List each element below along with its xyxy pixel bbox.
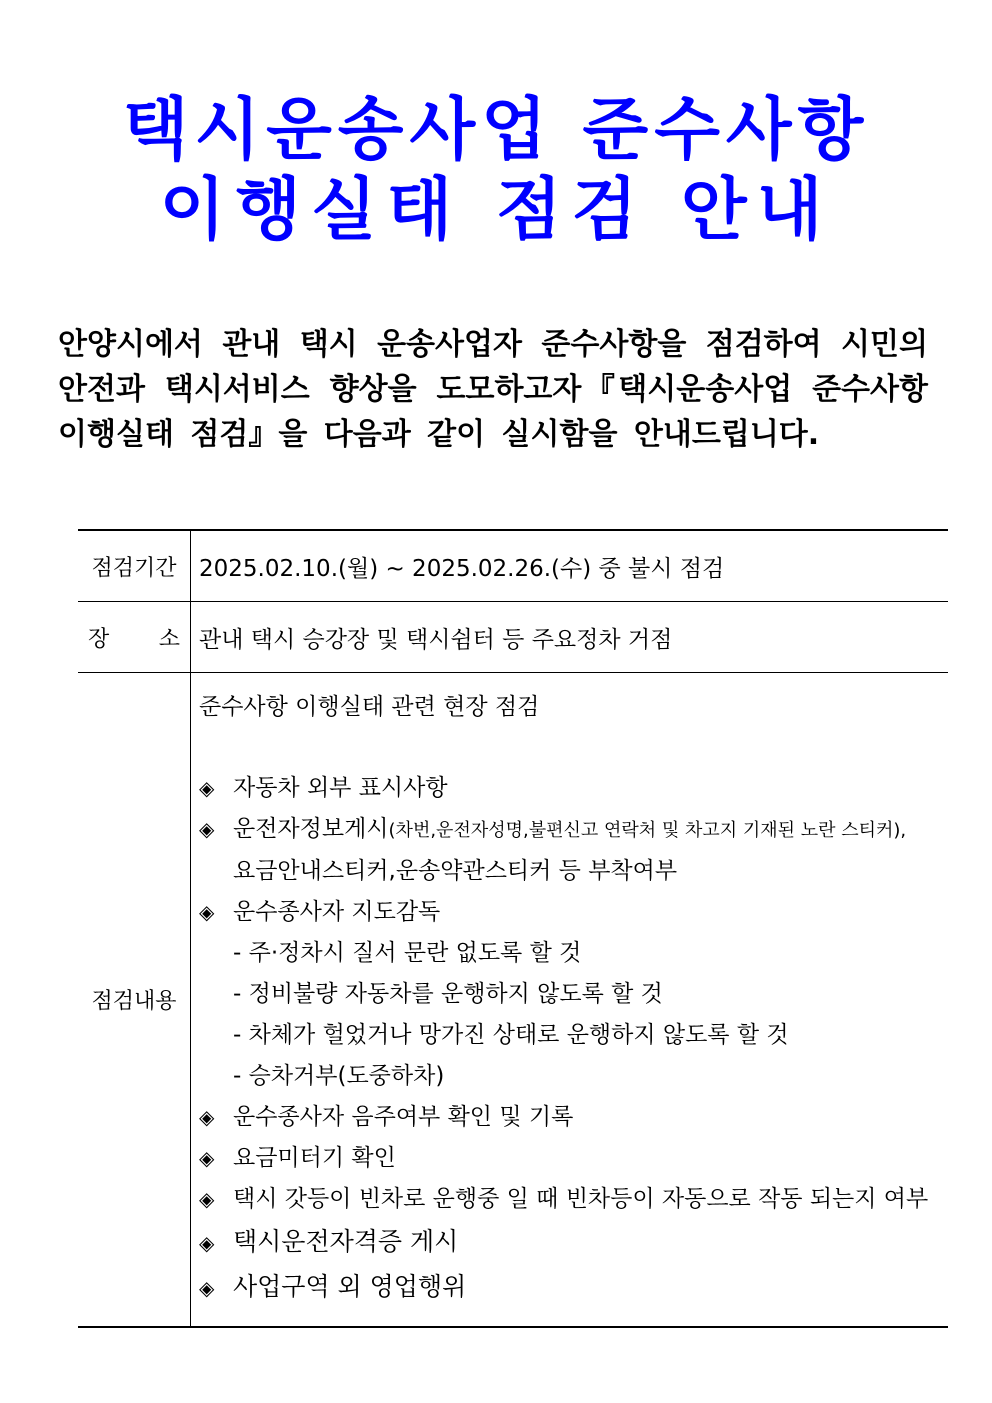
item8-text: 사업구역 외 영업행위 <box>233 1272 467 1301</box>
sub-item: - 정비불량 자동차를 운행하지 않도록 할 것 <box>233 981 663 1007</box>
item4-text: 운수종사자 음주여부 확인 및 기록 <box>233 1104 574 1130</box>
place-label: 장 소 <box>88 626 180 652</box>
table-row-period <box>78 530 948 602</box>
item7-text: 택시운전자격증 게시 <box>233 1227 459 1256</box>
list-item <box>199 1138 948 1179</box>
content-heading: 준수사항 이행실태 관련 현장 점검 <box>199 694 540 720</box>
diamond-bullet-icon: ◈ <box>199 817 215 841</box>
item1-text: 자동차 외부 표시사항 <box>233 775 448 801</box>
item2-paren-text: (차번,운전자성명,불편신고 연락처 및 차고지 기재된 노란 스티커), <box>388 820 907 841</box>
inspection-info-table <box>78 529 948 1328</box>
place-label-cell <box>78 602 191 673</box>
list-item <box>199 809 948 851</box>
list-item <box>199 768 948 809</box>
item2-continuation: 요금안내스티커,운송약관스티커 등 부착여부 <box>233 858 678 884</box>
sub-item: - 승차거부(도중하차) <box>233 1063 445 1089</box>
item2-text: 운전자정보게시 <box>233 816 389 842</box>
diamond-bullet-icon: ◈ <box>199 1231 215 1255</box>
table-row-place <box>78 602 948 673</box>
place-value: 관내 택시 승강장 및 택시쉼터 등 주요정차 거점 <box>191 602 949 673</box>
sub-item: - 주·정차시 질서 문란 없도록 할 것 <box>233 940 582 966</box>
diamond-bullet-icon: ◈ <box>199 900 215 924</box>
list-item <box>199 1097 948 1138</box>
intro-paragraph: 안양시에서 관내 택시 운송사업자 준수사항을 점검하여 시민의 안전과 택시서비스 향상을 도모하고자『택시운송사업 준수사항 이행실태 점검』을 다음과 같이 실시함을 안내드립니다. <box>58 327 928 452</box>
content-label: 점검내용 <box>78 673 191 1328</box>
item5-text: 요금미터기 확인 <box>233 1145 396 1171</box>
diamond-bullet-icon: ◈ <box>199 1105 215 1129</box>
list-item <box>199 1265 948 1310</box>
list-item <box>199 892 948 933</box>
diamond-bullet-icon: ◈ <box>199 1187 215 1211</box>
diamond-bullet-icon: ◈ <box>199 1146 215 1170</box>
diamond-bullet-icon: ◈ <box>199 1276 215 1300</box>
page-title-line2: 이행실태 점검 안내 <box>159 170 833 250</box>
list-item <box>199 1179 948 1220</box>
diamond-bullet-icon: ◈ <box>199 776 215 800</box>
period-value: 2025.02.10.(월) ~ 2025.02.26.(수) 중 불시 점검 <box>191 530 949 602</box>
sub-item: - 차체가 헐었거나 망가진 상태로 운행하지 않도록 할 것 <box>233 1022 789 1048</box>
item3-text: 운수종사자 지도감독 <box>233 899 441 925</box>
period-label: 점검기간 <box>78 530 191 602</box>
list-item <box>199 1220 948 1265</box>
page-title-line1: 택시운송사업 준수사항 <box>122 90 870 170</box>
content-cell <box>191 673 949 1328</box>
item6-text: 택시 갓등이 빈차로 운행중 일 때 빈차등이 자동으로 작동 되는지 여부 <box>233 1186 929 1212</box>
table-row-content <box>78 673 948 1328</box>
